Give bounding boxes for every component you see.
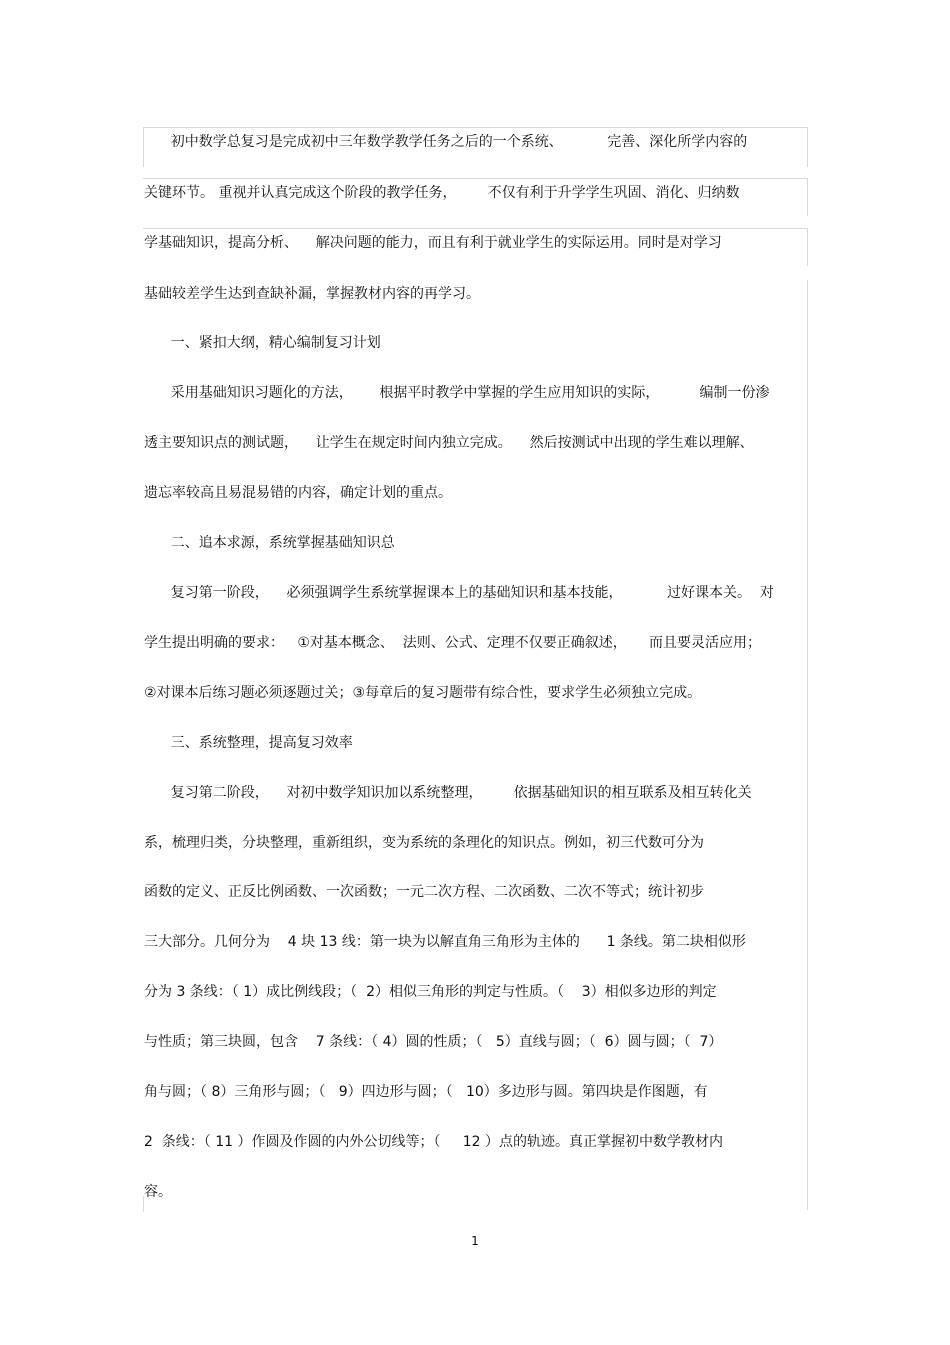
text-line-3: 学基础知识，提高分析、 解决问题的能力，而且有利于就业学生的实际运用。同时是对学习 bbox=[144, 235, 722, 251]
text-line-7: 透主要知识点的测试题， 让学生在规定时间内独立完成。 然后按测试中出现的学生难以理解、 bbox=[144, 435, 754, 451]
text-line-16: 函数的定义、正反比例函数、一次函数；一元二次方程、二次函数、二次不等式；统计初步 bbox=[144, 884, 704, 900]
text-line-21: 2 条线：（ 11 ）作圆及作圆的内外公切线等；（ 12 ）点的轨迹。真正掌握初中数学教材内 bbox=[144, 1134, 724, 1150]
frame-line-mid-1 bbox=[143, 178, 808, 179]
text-line-1: 初中数学总复习是完成初中三年数学教学任务之后的一个系统、 完善、深化所学内容的 bbox=[144, 134, 748, 150]
text-line-19: 与性质；第三块圆，包含 7 条线：（ 4）圆的性质；（ 5）直线与圆；（ 6）圆与圆；（ 7） bbox=[144, 1034, 723, 1050]
text-line-4: 基础较差学生达到查缺补漏，掌握教材内容的再学习。 bbox=[144, 286, 480, 302]
frame-line-mid-2 bbox=[143, 228, 808, 229]
section-heading-2: 二、追本求源，系统掌握基础知识总 bbox=[144, 535, 395, 551]
text-line-18: 分为 3 条线：（ 1）成比例线段；（ 2）相似三角形的判定与性质。（ 3）相似多边形的判定 bbox=[144, 984, 717, 1000]
text-line-10: 复习第一阶段， 必须强调学生系统掌握课本上的基础知识和基本技能， 过好课本关。 对 bbox=[144, 585, 774, 601]
frame-line-top bbox=[143, 127, 808, 128]
text-line-15: 系，梳理归类，分块整理，重新组织，变为系统的条理化的知识点。例如，初三代数可分为 bbox=[144, 835, 704, 851]
text-line-14: 复习第二阶段， 对初中数学知识加以系统整理， 依据基础知识的相互联系及相互转化关 bbox=[144, 785, 752, 801]
page-number: 1 bbox=[471, 1234, 479, 1248]
text-line-11: 学生提出明确的要求： ①对基本概念、 法则、公式、定理不仅要正确叙述， 而且要灵活应用； bbox=[144, 635, 762, 651]
text-line-22: 容。 bbox=[144, 1184, 172, 1200]
section-heading-1: 一、紧扣大纲，精心编制复习计划 bbox=[144, 335, 381, 351]
section-heading-3: 三、系统整理，提高复习效率 bbox=[144, 735, 353, 751]
text-line-2: 关键环节。 重视并认真完成这个阶段的教学任务， 不仅有利于升学学生巩固、消化、归纳数 bbox=[144, 185, 740, 201]
text-line-6: 采用基础知识习题化的方法， 根据平时教学中掌握的学生应用知识的实际， 编制一份渗 bbox=[144, 385, 770, 401]
text-line-8: 遗忘率较高且易混易错的内容，确定计划的重点。 bbox=[144, 485, 452, 501]
text-line-17: 三大部分。几何分为 4 块 13 线：第一块为以解直角三角形为主体的 1 条线。第二块相似形 bbox=[144, 934, 746, 950]
text-line-20: 角与圆；（ 8）三角形与圆；（ 9）四边形与圆；（ 10）多边形与圆。第四块是作图题，有 bbox=[144, 1084, 708, 1100]
text-line-12: ②对课本后练习题必须逐题过关；③每章后的复习题带有综合性，要求学生必须独立完成。 bbox=[144, 685, 702, 701]
